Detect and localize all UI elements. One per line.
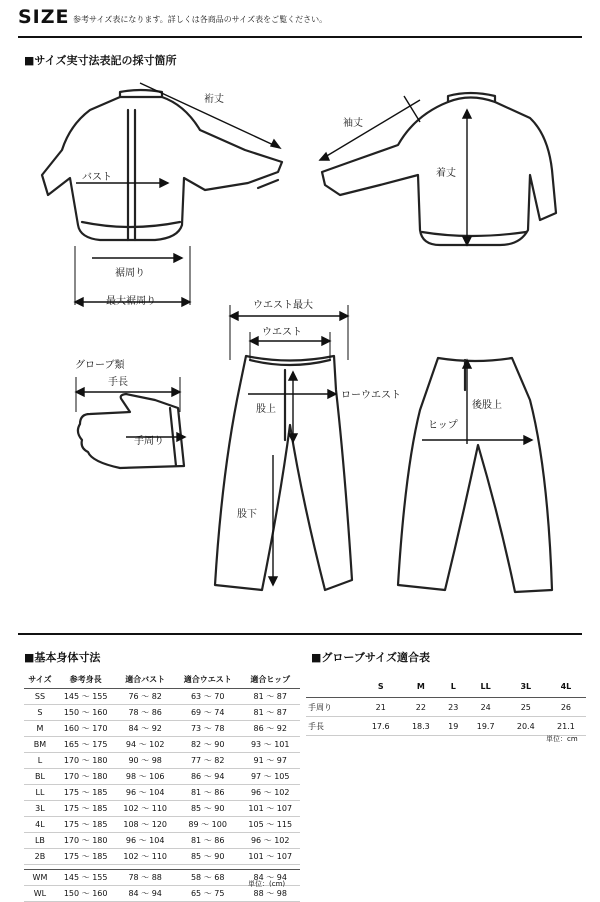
glove-size-unit: 単位：cm [546,735,578,743]
table-cell: 89 ～ 100 [175,817,241,833]
table-cell: 21.1 [546,717,586,736]
table-header-row [24,671,300,689]
table-cell: 91 ～ 97 [240,753,300,769]
table-cell: 85 ～ 90 [175,849,241,865]
label-matashita: 股下 [237,509,257,520]
table-row [24,705,300,721]
table-cell: 170 ～ 180 [56,833,116,849]
table-cell: 101 ～ 107 [240,801,300,817]
glove-size-table [306,676,586,736]
table-header-row [306,676,586,698]
label-matagami: 股上 [256,404,276,415]
table-cell: 25 [506,698,546,717]
table-cell: 手周り [306,698,361,717]
table-row [24,785,300,801]
table-cell: 108 ～ 120 [115,817,175,833]
table-row [24,817,300,833]
table-cell: 93 ～ 101 [240,737,300,753]
table-row [24,849,300,865]
table-cell: S [24,705,56,721]
table-cell: 94 ～ 102 [115,737,175,753]
table-cell: 175 ～ 185 [56,801,116,817]
table-cell: 84 ～ 94 [115,886,175,902]
label-hip: ヒップ [428,420,458,431]
table-cell: 2B [24,849,56,865]
table-row [24,801,300,817]
label-susomawari: 裾周り [115,268,145,279]
table-cell: 18.3 [401,717,441,736]
table-cell: 175 ～ 185 [56,849,116,865]
table-cell: 手長 [306,717,361,736]
table-cell: WL [24,886,56,902]
glove-size-title: ■グローブサイズ適合表 [311,651,430,664]
section-rule [18,633,582,635]
table-cell: 76 ～ 82 [115,689,175,705]
table-row [24,737,300,753]
table-row [24,689,300,705]
table-cell: 19 [441,717,466,736]
table-cell: 96 ～ 104 [115,785,175,801]
pants-back-drawing [398,358,552,592]
label-bust: バスト [82,172,112,183]
label-low-waist: ローウエスト [341,390,401,401]
table-cell: 86 ～ 92 [240,721,300,737]
label-temawari: 手周り [134,436,164,447]
table-cell: 3L [24,801,56,817]
label-kitake: 着丈 [436,168,456,179]
table-cell: 160 ～ 170 [56,721,116,737]
table-cell: LB [24,833,56,849]
column-header: 適合ヒップ [240,671,300,689]
table-cell: 78 ～ 88 [115,870,175,886]
table-cell: 98 ～ 106 [115,769,175,785]
table-row [24,833,300,849]
table-cell: 23 [441,698,466,717]
column-header: S [361,676,401,698]
table-cell: 20.4 [506,717,546,736]
table-cell: 96 ～ 102 [240,833,300,849]
table-cell: 105 ～ 115 [240,817,300,833]
table-cell: 86 ～ 94 [175,769,241,785]
table-cell: 102 ～ 110 [115,849,175,865]
table-cell: SS [24,689,56,705]
table-cell: 97 ～ 105 [240,769,300,785]
table-cell: M [24,721,56,737]
column-header: L [441,676,466,698]
label-ushiro-matagami: 後股上 [472,400,502,411]
table-cell: 81 ～ 87 [240,705,300,721]
table-cell: 24 [466,698,506,717]
table-row [306,717,586,736]
table-cell: 58 ～ 68 [175,870,241,886]
table-row [24,753,300,769]
table-cell: 63 ～ 70 [175,689,241,705]
table-cell: 82 ～ 90 [175,737,241,753]
table-cell: L [24,753,56,769]
sodetake-guide [320,100,420,160]
table-cell: 170 ～ 180 [56,769,116,785]
header-note: 参考サイズ表になります。詳しくは各商品のサイズ表をご覧ください。 [73,15,328,24]
table-row [24,769,300,785]
column-header: 3L [506,676,546,698]
table-cell: 85 ～ 90 [175,801,241,817]
body-size-title: ■基本身体寸法 [24,651,101,664]
body-size-unit: 単位：(cm) [248,880,286,888]
table-cell: 21 [361,698,401,717]
table-cell: 26 [546,698,586,717]
table-cell: LL [24,785,56,801]
table-cell: 150 ～ 160 [56,886,116,902]
column-header [306,676,361,698]
diagram-section-title: ■サイズ実寸法表記の採寸箇所 [24,54,177,67]
table-cell: 81 ～ 86 [175,833,241,849]
column-header: 適合バスト [115,671,175,689]
table-cell: 90 ～ 98 [115,753,175,769]
table-cell: 69 ～ 74 [175,705,241,721]
table-cell: 96 ～ 102 [240,785,300,801]
table-cell: 81 ～ 86 [175,785,241,801]
table-cell: 145 ～ 155 [56,689,116,705]
label-glove-kind: グローブ類 [75,360,125,371]
column-header: 4L [546,676,586,698]
table-cell: 175 ～ 185 [56,785,116,801]
table-cell: 88 ～ 98 [240,886,300,902]
table-cell: 102 ～ 110 [115,801,175,817]
table-cell: 65 ～ 75 [175,886,241,902]
column-header: サイズ [24,671,56,689]
table-cell: 4L [24,817,56,833]
table-cell: 150 ～ 160 [56,705,116,721]
table-cell: 17.6 [361,717,401,736]
table-cell: WM [24,870,56,886]
table-cell: 19.7 [466,717,506,736]
table-cell: 77 ～ 82 [175,753,241,769]
table-cell: 22 [401,698,441,717]
glove-drawing [78,394,184,468]
label-saidai-susomawari: 最大裾周り [106,296,156,307]
column-header: M [401,676,441,698]
table-cell: 165 ～ 175 [56,737,116,753]
table-cell: 96 ～ 104 [115,833,175,849]
table-cell: 73 ～ 78 [175,721,241,737]
table-row [24,721,300,737]
column-header: 適合ウエスト [175,671,241,689]
page-title: SIZE [18,6,70,28]
table-cell: 101 ～ 107 [240,849,300,865]
label-waist-max: ウエスト最大 [253,300,313,311]
label-yuki: 裄丈 [204,94,224,105]
column-header: 参考身長 [56,671,116,689]
table-cell: 84 ～ 94 [240,870,300,886]
table-cell: BL [24,769,56,785]
label-waist: ウエスト [262,327,302,338]
label-sodetake: 袖丈 [343,118,363,129]
table-cell: 145 ～ 155 [56,870,116,886]
column-header: LL [466,676,506,698]
table-cell: BM [24,737,56,753]
table-cell: 78 ～ 86 [115,705,175,721]
jacket-front-drawing [42,90,282,240]
table-cell: 81 ～ 87 [240,689,300,705]
label-tenaga: 手長 [108,377,128,388]
table-row [306,698,586,717]
table-cell: 175 ～ 185 [56,817,116,833]
table-cell: 84 ～ 92 [115,721,175,737]
table-cell: 170 ～ 180 [56,753,116,769]
body-size-table [24,671,300,902]
